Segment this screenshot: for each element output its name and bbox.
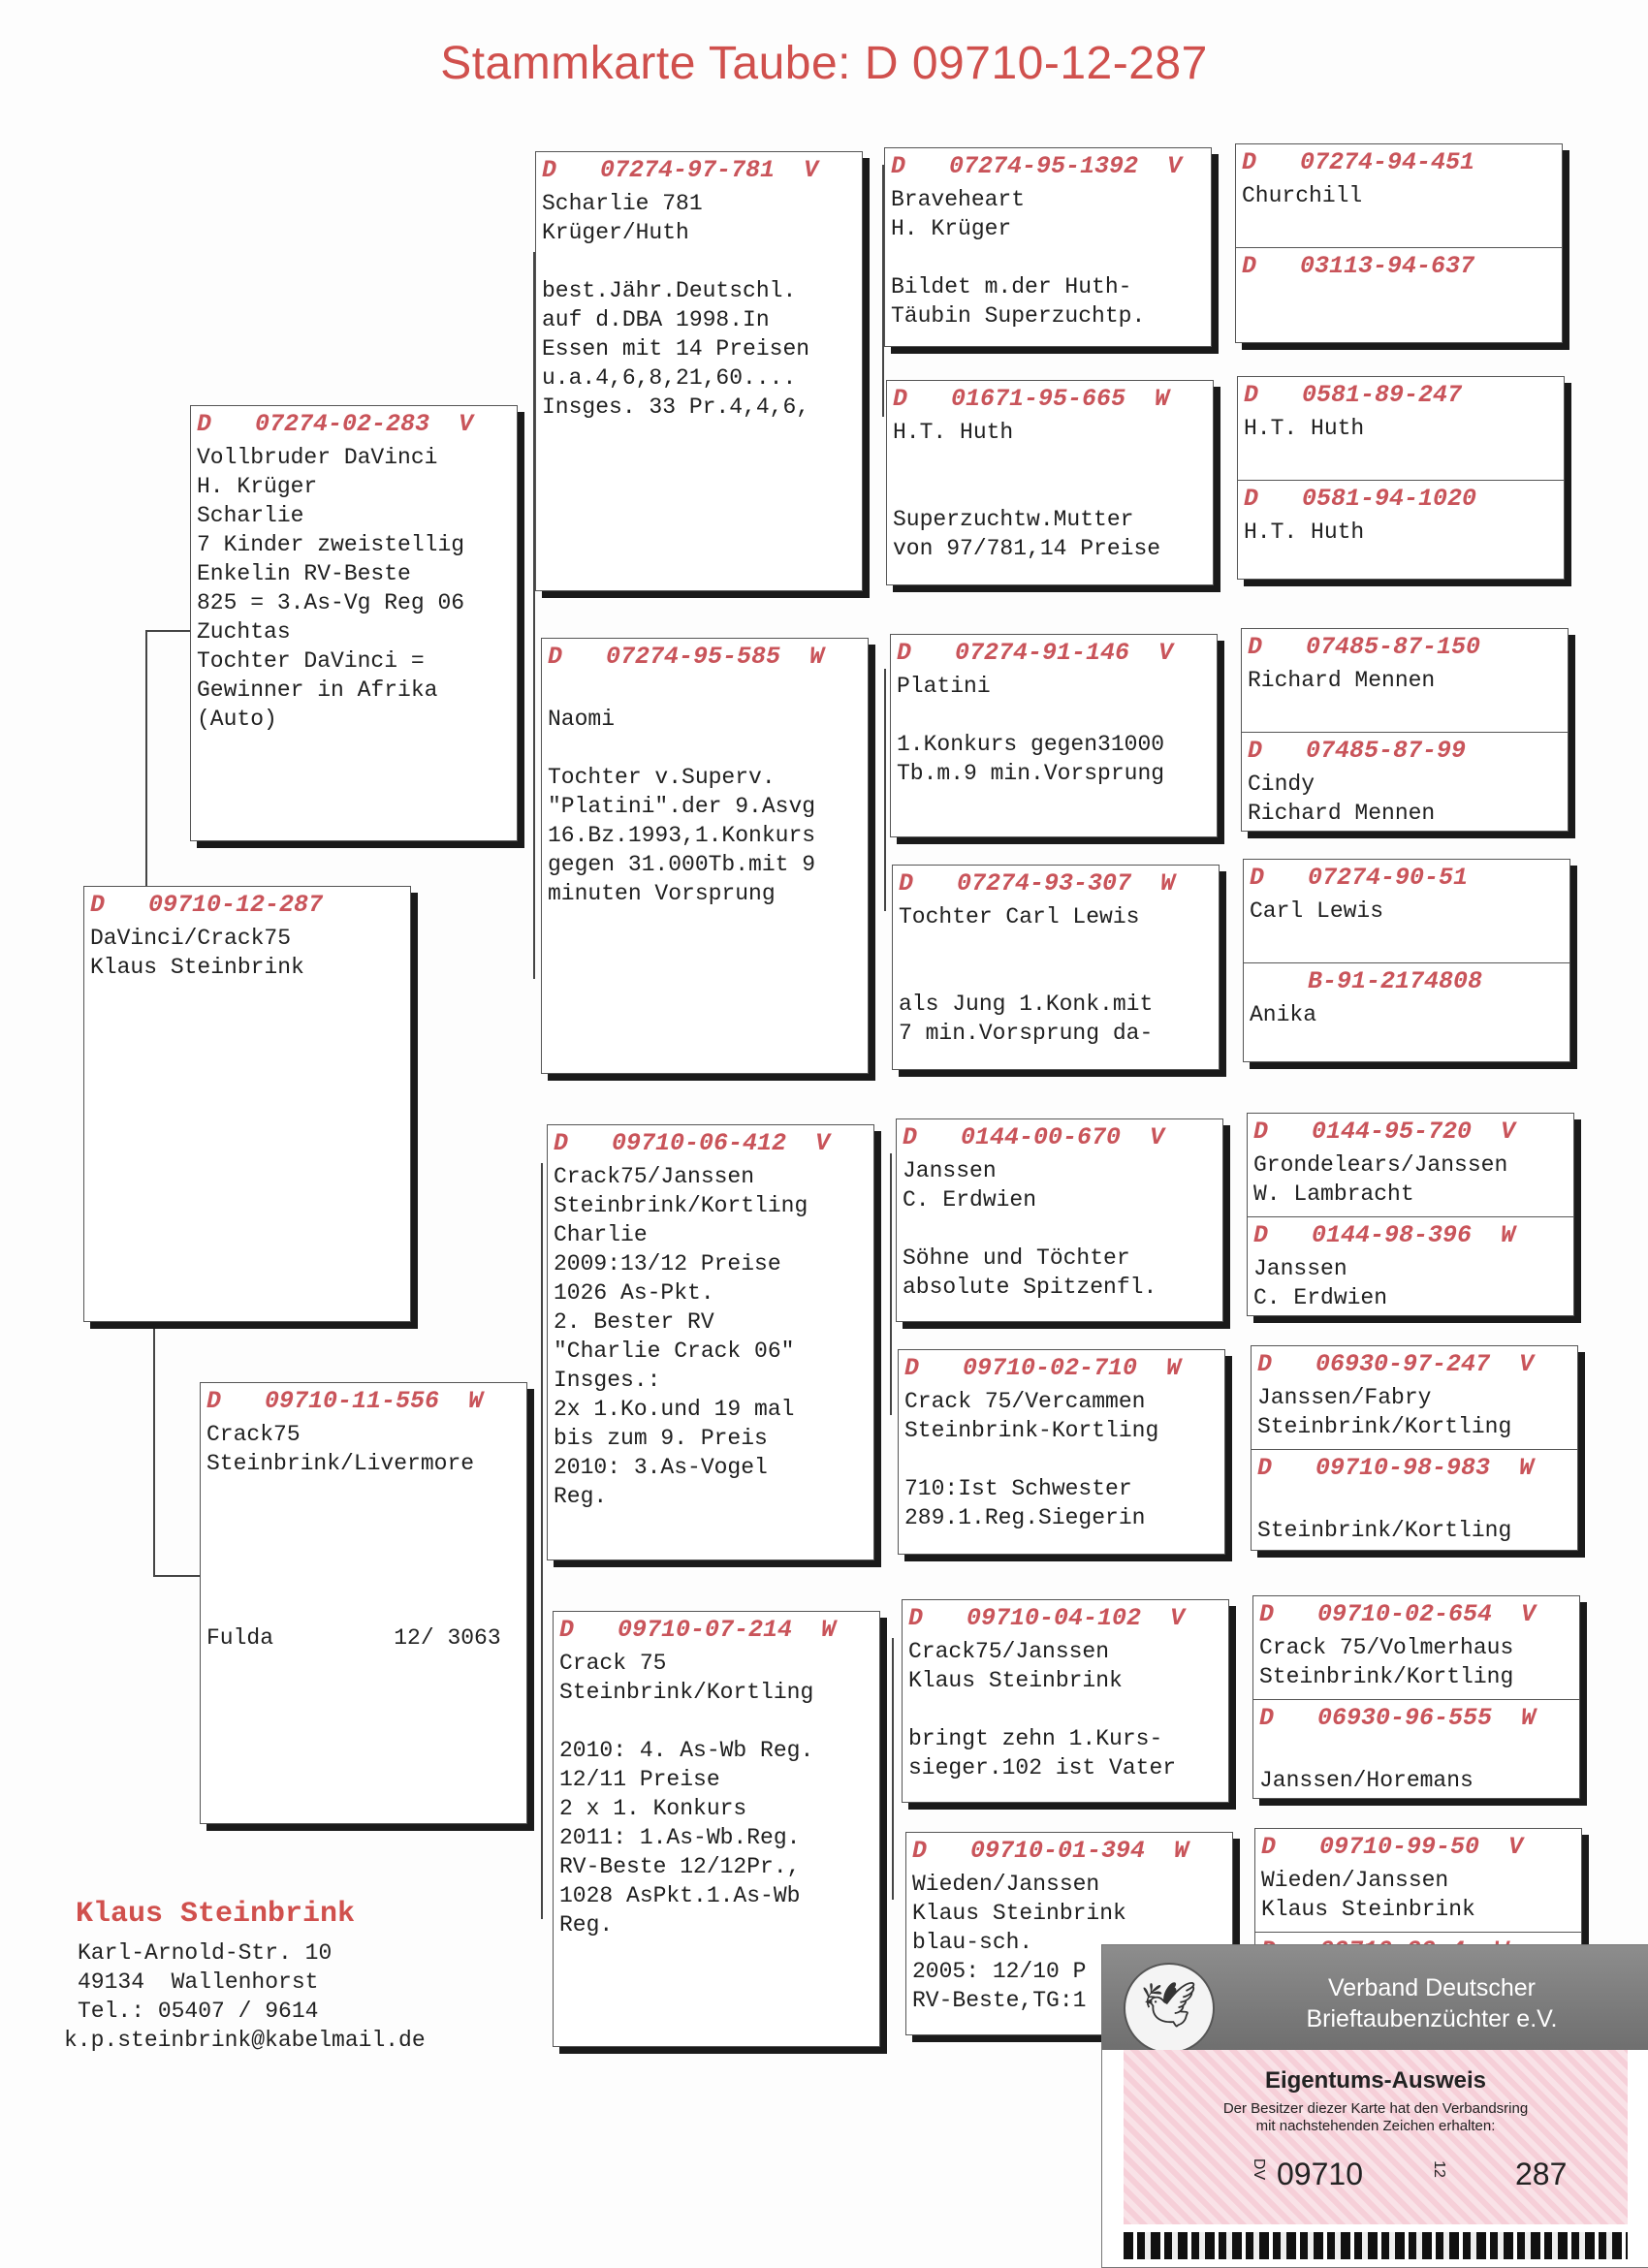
- pair-divider: [1252, 1449, 1577, 1545]
- connector: [153, 1575, 202, 1577]
- pigeon-info: Richard Mennen: [1248, 668, 1436, 693]
- pigeon-pair-gen4-5: [1247, 1113, 1574, 1316]
- pigeon-info: H.T. Huth Superzuchtw.Mutter von 97/781,14 Preise: [893, 420, 1161, 561]
- owner-phone: Tel.: 05407 / 9614: [78, 1999, 319, 2024]
- pigeon-info: Anika: [1250, 1002, 1317, 1027]
- ring-number: D 09710-07-214 W: [559, 1616, 837, 1644]
- card-country: DV: [1251, 2158, 1268, 2181]
- pair-divider: [1253, 1699, 1579, 1795]
- pigeon-info: Janssen/Horemans: [1259, 1768, 1474, 1793]
- pair-divider: [1248, 1216, 1573, 1312]
- owner-street: Karl-Arnold-Str. 10: [78, 1940, 333, 1966]
- card-ornament: [1124, 2232, 1628, 2259]
- pigeon-info: Janssen C. Erdwien Söhne und Töchter absolute Spitzenfl.: [903, 1158, 1157, 1300]
- pigeon-info: Churchill: [1242, 183, 1363, 208]
- pigeon-info: DaVinci/Crack75 Klaus Steinbrink: [90, 926, 304, 980]
- ring-number: D 07274-95-585 W: [548, 643, 825, 671]
- card-body: [1124, 2050, 1628, 2224]
- ring-number: D 07274-94-451: [1242, 148, 1475, 176]
- pair-divider: [1236, 247, 1562, 285]
- pigeon-pair-gen4-6: [1251, 1345, 1578, 1551]
- ring-number: D 07274-90-51: [1250, 864, 1469, 892]
- owner-city: 49134 Wallenhorst: [78, 1969, 319, 1995]
- ring-number: D 09710-02-654 V: [1259, 1600, 1537, 1628]
- ring-number: D 09710-06-412 V: [554, 1129, 831, 1157]
- pigeon-info: Crack75/Janssen Klaus Steinbrink bringt zehn 1.Kurs- sieger.102 ist Vater: [908, 1639, 1177, 1780]
- pigeon-box-father: [190, 405, 518, 841]
- pigeon-box-gen2-4: [553, 1611, 880, 2047]
- pigeon-info: Tochter Carl Lewis als Jung 1.Konk.mit 7 min.Vorsprung da-: [899, 904, 1154, 1046]
- pigeon-pair-gen4-7: [1252, 1595, 1580, 1799]
- pair-divider: [1238, 480, 1564, 547]
- ring-number: D 03113-94-637: [1242, 252, 1475, 280]
- pigeon-info: Grondelears/Janssen W. Lambracht: [1253, 1152, 1508, 1207]
- pigeon-info: Carl Lewis: [1250, 898, 1384, 924]
- pigeon-box-mother: [200, 1382, 527, 1824]
- pigeon-pair-gen4-3: [1241, 628, 1569, 832]
- ring-number: D 09710-11-556 W: [206, 1387, 484, 1415]
- pigeon-info: Crack75/Janssen Steinbrink/Kortling Charlie 2009:13/12 Preise 1026 As-Pkt. 2. Bester RV "Charlie Crack 06" Insges.: 2x 1.Ko.und 19 mal bis zum 9. Preis 2010: 3.As-Vogel Reg.: [554, 1164, 808, 1509]
- pigeon-box-gen3-7: [902, 1599, 1229, 1803]
- pigeon-info: Wieden/Janssen Klaus Steinbrink: [1261, 1868, 1475, 1922]
- pigeon-box-gen3-5: [896, 1118, 1223, 1322]
- pigeon-info: Wieden/Janssen Klaus Steinbrink blau-sch. 2005: 12/10 P RV-Beste,TG:1: [912, 1872, 1126, 2013]
- ring-number: D 07485-87-99: [1248, 737, 1467, 765]
- ring-number: D 09710-04-102 V: [908, 1604, 1186, 1632]
- pigeon-info: Crack 75 Steinbrink/Kortling 2010: 4. As-Wb Reg. 12/11 Preise 2 x 1. Konkurs 2011: 1.As-Wb.Reg. RV-Beste 12/12Pr., 1028 AsPkt.1.As-Wb Reg.: [559, 1651, 814, 1937]
- pigeon-pair-gen4-1: [1235, 143, 1563, 343]
- pigeon-info: H.T. Huth: [1244, 520, 1365, 545]
- pigeon-info: Janssen C. Erdwien: [1253, 1256, 1388, 1310]
- ring-number: D 01671-95-665 W: [893, 385, 1170, 413]
- connector: [153, 1328, 155, 1575]
- ring-number: D 07274-02-283 V: [197, 410, 474, 438]
- ring-number: D 09710-12-287: [90, 891, 324, 919]
- pigeon-box-gen3-6: [898, 1349, 1225, 1555]
- card-club-number: 09710: [1277, 2157, 1363, 2191]
- owner-email: k.p.steinbrink@kabelmail.de: [64, 2028, 426, 2053]
- ring-number: D 0581-89-247: [1244, 381, 1463, 409]
- page-title: Stammkarte Taube: D 09710-12-287: [440, 38, 1208, 89]
- ring-number: D 09710-98-983 W: [1257, 1454, 1535, 1482]
- pair-divider: [1244, 962, 1569, 1029]
- pigeon-info: Vollbruder DaVinci H. Krüger Scharlie 7 Kinder zweistellig Enkelin RV-Beste 825 = 3.As-Vg Reg 06 Zuchtas Tochter DaVinci = Gewinner in Afrika (Auto): [197, 445, 465, 732]
- ring-number: D 0144-98-396 W: [1253, 1221, 1516, 1249]
- ring-number: B-91-2174808: [1250, 967, 1483, 995]
- connector: [145, 630, 147, 892]
- ring-number: D 09710-99-50 V: [1261, 1833, 1524, 1861]
- pigeon-box-gen2-1: [535, 151, 863, 591]
- owner-name: Klaus Steinbrink: [76, 1898, 356, 1931]
- pigeon-info: Scharlie 781 Krüger/Huth best.Jähr.Deutschl. auf d.DBA 1998.In Essen mit 14 Preisen u.a.4,6,8,21,60.... Insges. 33 Pr.4,4,6,: [542, 191, 810, 420]
- pigeon-info: Braveheart H. Krüger Bildet m.der Huth- Täubin Superzuchtp.: [891, 187, 1146, 329]
- connector: [890, 1153, 892, 1415]
- pigeon-box-gen3-2: [886, 380, 1214, 585]
- card-ring-number: 287: [1515, 2157, 1568, 2191]
- pigeon-info: H.T. Huth: [1244, 416, 1365, 441]
- card-title: Eigentums-Ausweis: [1264, 2067, 1487, 2094]
- pigeon-box-gen3-4: [892, 865, 1220, 1070]
- pigeon-info: Platini 1.Konkurs gegen31000 Tb.m.9 min.Vorsprung: [897, 674, 1165, 786]
- connector: [884, 669, 886, 911]
- dove-logo-icon: 🕊: [1124, 1963, 1215, 2054]
- pigeon-box-gen2-3: [547, 1124, 874, 1560]
- ring-number: D 07274-93-307 W: [899, 869, 1176, 898]
- ring-number: D 0144-00-670 V: [903, 1123, 1165, 1151]
- ownership-card: [1101, 1944, 1648, 2268]
- pair-divider: [1242, 732, 1568, 828]
- connector: [541, 1163, 543, 1919]
- pigeon-box-gen2-2: [541, 638, 869, 1074]
- ring-number: D 06930-96-555 W: [1259, 1704, 1537, 1732]
- ring-number: D 0144-95-720 V: [1253, 1118, 1516, 1146]
- pigeon-pair-gen4-2: [1237, 376, 1565, 580]
- ring-number: D 09710-02-710 W: [904, 1354, 1182, 1382]
- pigeon-info: Naomi Tochter v.Superv. "Platini".der 9.Asvg 16.Bz.1993,1.Konkurs gegen 31.000Tb.mit 9 minuten Vorsprung: [548, 707, 816, 906]
- ring-number: D 06930-97-247 V: [1257, 1350, 1535, 1378]
- pigeon-box-gen3-1: [884, 147, 1212, 347]
- card-header: [1102, 1945, 1648, 2050]
- card-description: Der Besitzer diezer Karte hat den Verbandsring mit nachstehenden Zeichen erhalten:: [1222, 2100, 1529, 2134]
- ring-number: D 07274-91-146 V: [897, 639, 1174, 667]
- card-year: 12: [1430, 2160, 1447, 2178]
- pigeon-info: Janssen/Fabry Steinbrink/Kortling: [1257, 1385, 1512, 1439]
- pigeon-info: Steinbrink/Kortling: [1257, 1518, 1512, 1543]
- ring-number: D 07274-97-781 V: [542, 156, 819, 184]
- connector: [892, 1638, 894, 1900]
- connector: [145, 630, 194, 632]
- pigeon-info: Crack 75/Volmerhaus Steinbrink/Kortling: [1259, 1635, 1514, 1689]
- ring-number: D 09710-01-394 W: [912, 1837, 1189, 1865]
- ring-number: D 0581-94-1020: [1244, 485, 1477, 513]
- pigeon-box-self: [83, 886, 411, 1322]
- pigeon-info: Crack75 Steinbrink/Livermore Fulda 12/ 3063: [206, 1422, 501, 1651]
- ring-number: D 07274-95-1392 V: [891, 152, 1183, 180]
- pigeon-info: Crack 75/Vercammen Steinbrink-Kortling 710:Ist Schwester 289.1.Reg.Siegerin: [904, 1389, 1159, 1530]
- ring-number: D 07485-87-150: [1248, 633, 1481, 661]
- pigeon-pair-gen4-4: [1243, 859, 1570, 1062]
- card-organization: Verband Deutscher Brieftaubenzüchter e.V.: [1306, 1974, 1558, 2032]
- pigeon-info: Cindy Richard Mennen: [1248, 772, 1436, 826]
- pigeon-box-gen3-3: [890, 634, 1218, 837]
